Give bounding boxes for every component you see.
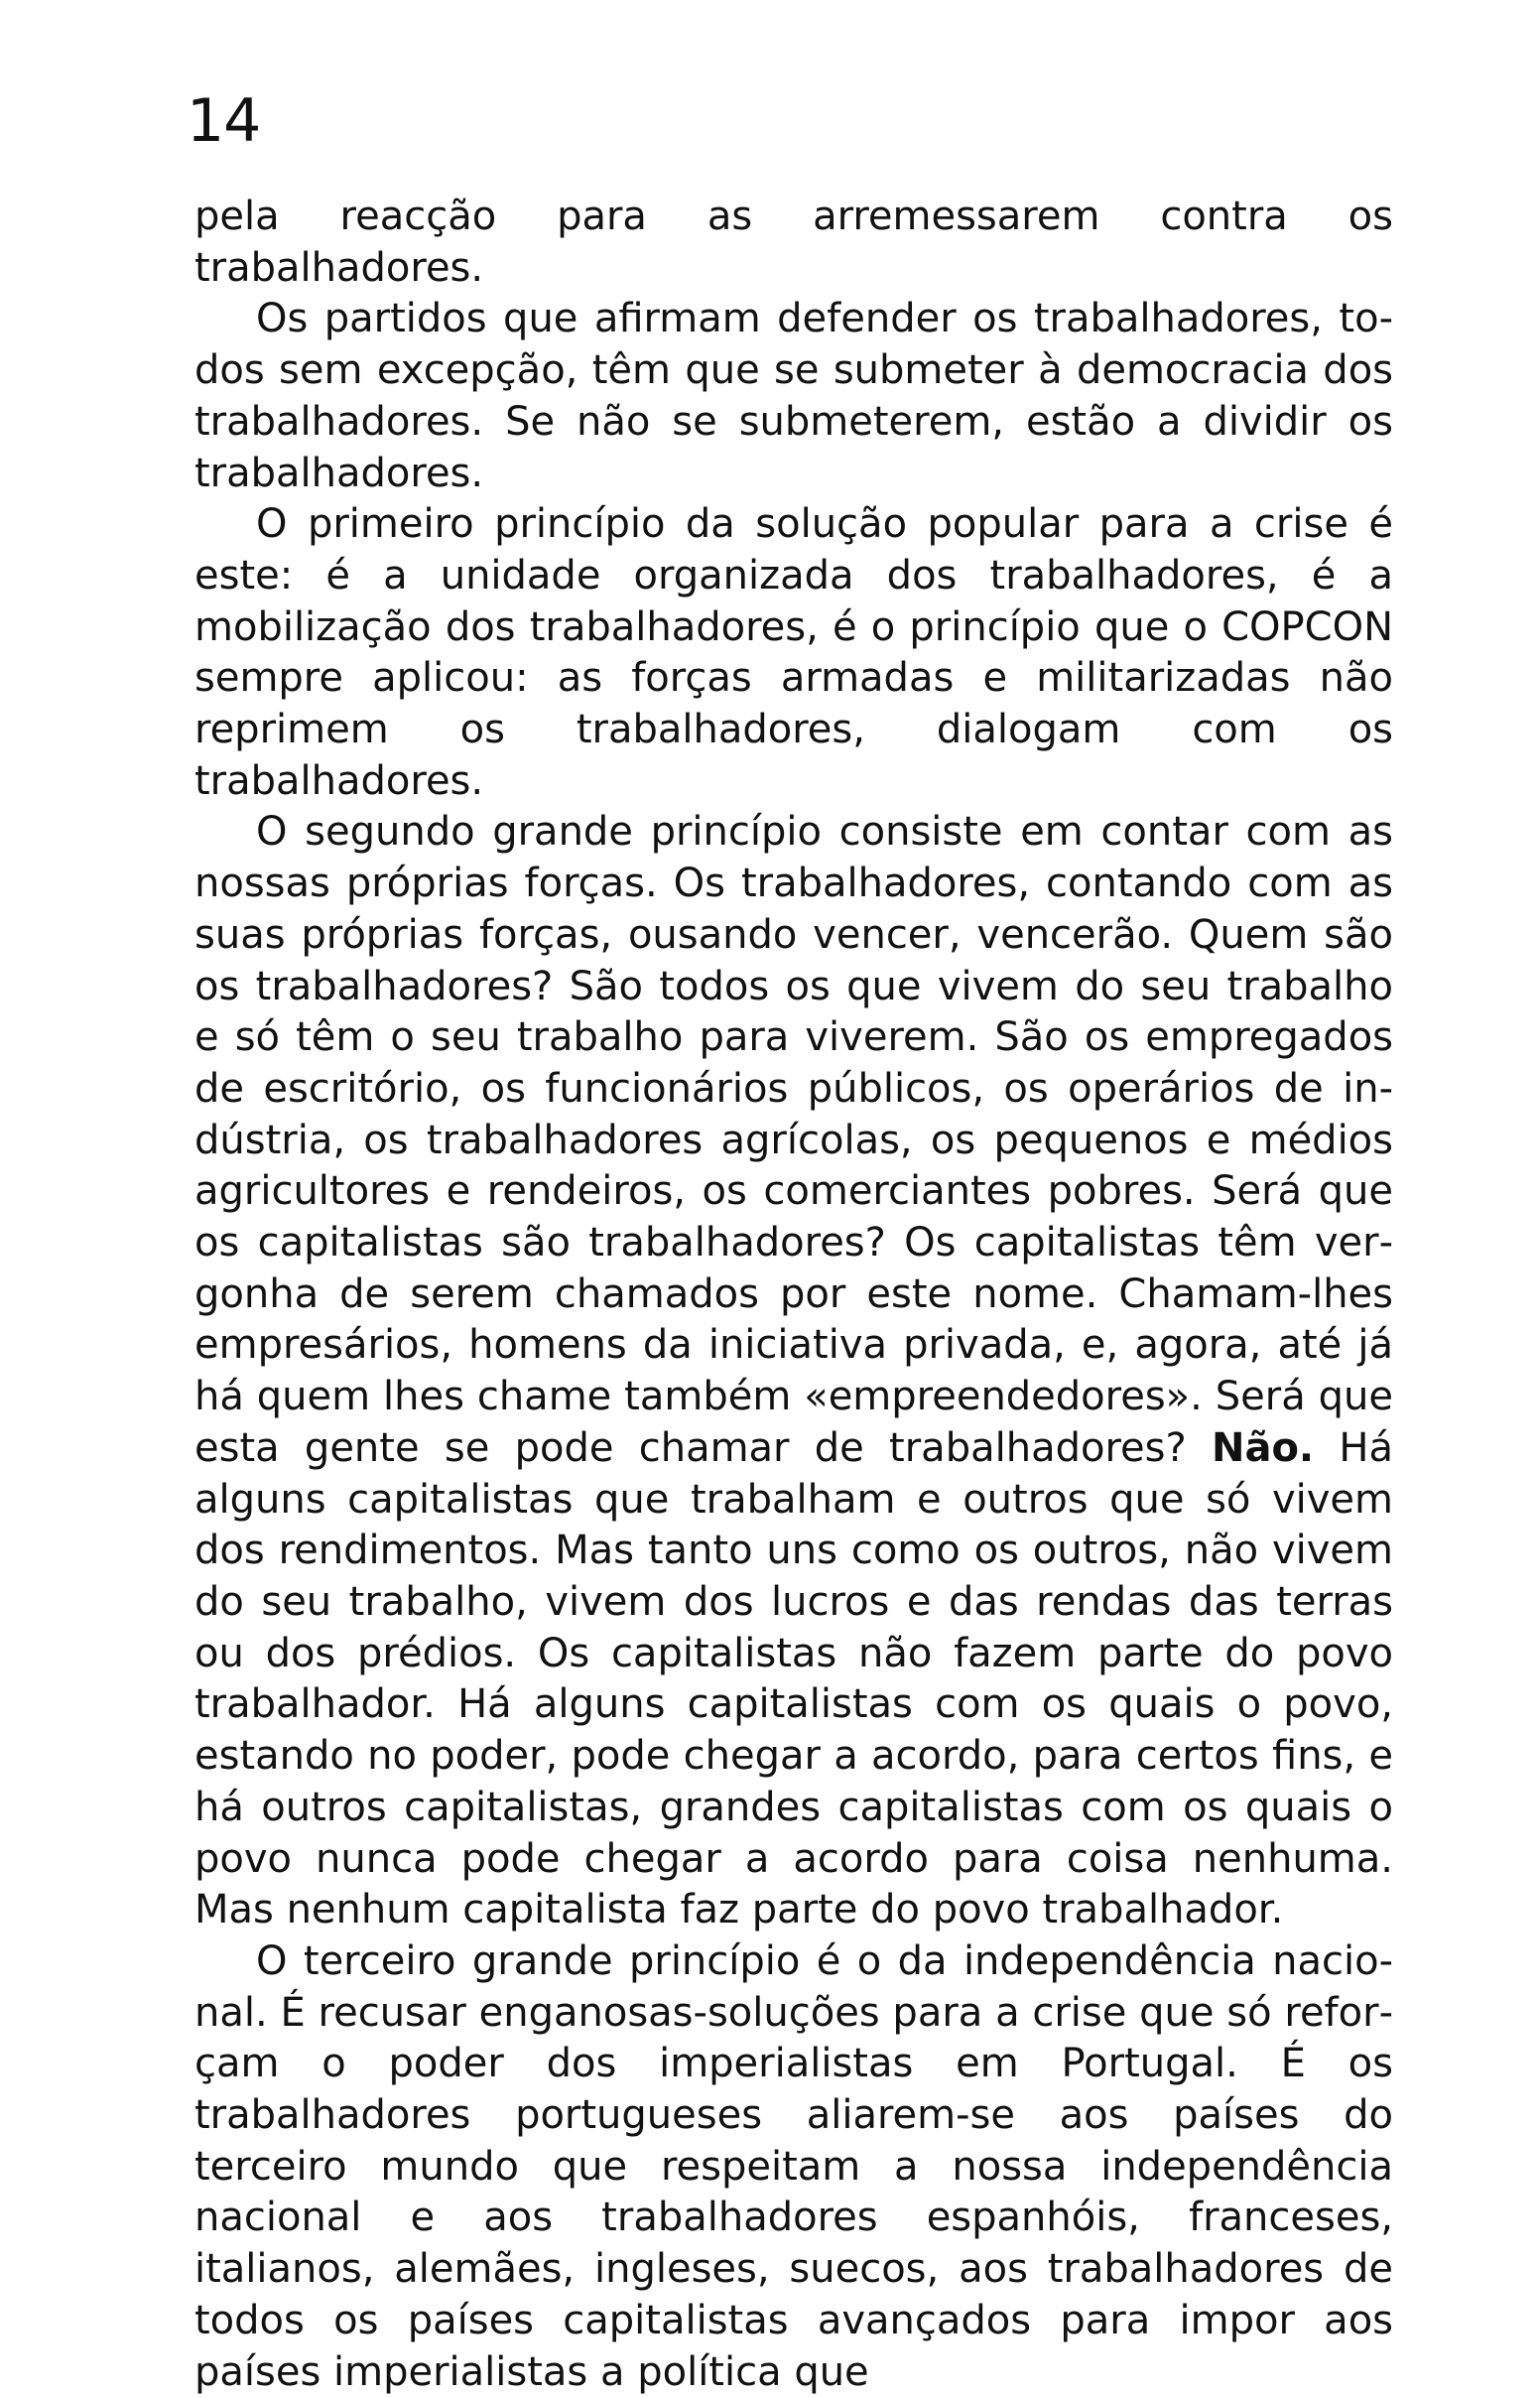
paragraph-parties — [194, 294, 1393, 499]
text-segment: O terceiro grande princípio é o da independência nacional. É recusar enganosas-soluções para a crise que só reforçam o poder dos imperialistas em Portugal. É os trabalhadores portugueses aliarem-se aos países do terceiro mundo que respeitam a nossa independência nacional e aos trabalhadores espanhóis, franceses, italianos, alemães, ingleses, suecos, aos trabalhadores de todos os países capitalistas avançados para impor aos países imperialistas a política que — [194, 1937, 1393, 2395]
paragraph-second-principle — [194, 807, 1393, 1935]
bold-answer: Não. — [1211, 1424, 1315, 1471]
paragraph-first-principle — [194, 499, 1393, 807]
text-segment: O primeiro princípio da solução popular para a crise é este: é a unidade organizada dos trabalhadores, é a mobilização dos trabalhadores, é o princípio que o COPCON sempre aplicou: as forças armadas e militarizadas não reprimem os trabalhadores, dialogam com os trabalhadores. — [194, 501, 1393, 804]
page-number: 14 — [187, 86, 261, 156]
text-segment: pela reacção para as arremessarem contra os trabalhadores. — [194, 194, 1393, 291]
text-segment: Há alguns capitalistas que trabalham e outros que só vivem dos rendimentos. Mas tanto uns como os outros, não vivem do seu trabalho, vivem dos lucros e das rendas das terras ou dos prédios. Os capitalistas não fazem parte do povo trabalhador. Há alguns capitalistas com os quais o povo, estando no poder, pode chegar a acordo, para certos fins, e há outros capitalistas, grandes capitalistas com os quais o povo nunca pode chegar a acordo para coisa nenhuma. Mas nenhum capitalista faz parte do povo trabalhador. — [194, 1424, 1393, 1933]
body-text — [194, 192, 1393, 2398]
paragraph-third-principle — [194, 1936, 1393, 2398]
text-segment: Os partidos que afirmam defender os trabalhadores, todos sem excepção, têm que se submeter à democracia dos trabalhadores. Se não se submeterem, estão a dividir os trabalhadores. — [194, 296, 1393, 496]
paragraph-continuation — [194, 192, 1393, 294]
text-segment: O segundo grande princípio consiste em contar com as nossas próprias forças. Os trabalhadores, contando com as suas próprias forças, ousando vencer, vencerão. Quem são os trabalhadores? São todos os que vivem do seu trabalho e só têm o seu trabalho para viverem. São os empregados de escritório, os funcionários públicos, os operários de indústria, os trabalhadores agrícolas, os pequenos e médios agricultores e rendeiros, os comerciantes pobres. Será que os capitalistas são trabalhadores? Os capitalistas têm vergonha de serem chamados por este nome. Chamam-lhes empresários, homens da iniciativa privada, e, agora, até já há quem lhes chame também «empreendedores». Será que esta gente se pode chamar de trabalhadores? — [194, 809, 1393, 1471]
